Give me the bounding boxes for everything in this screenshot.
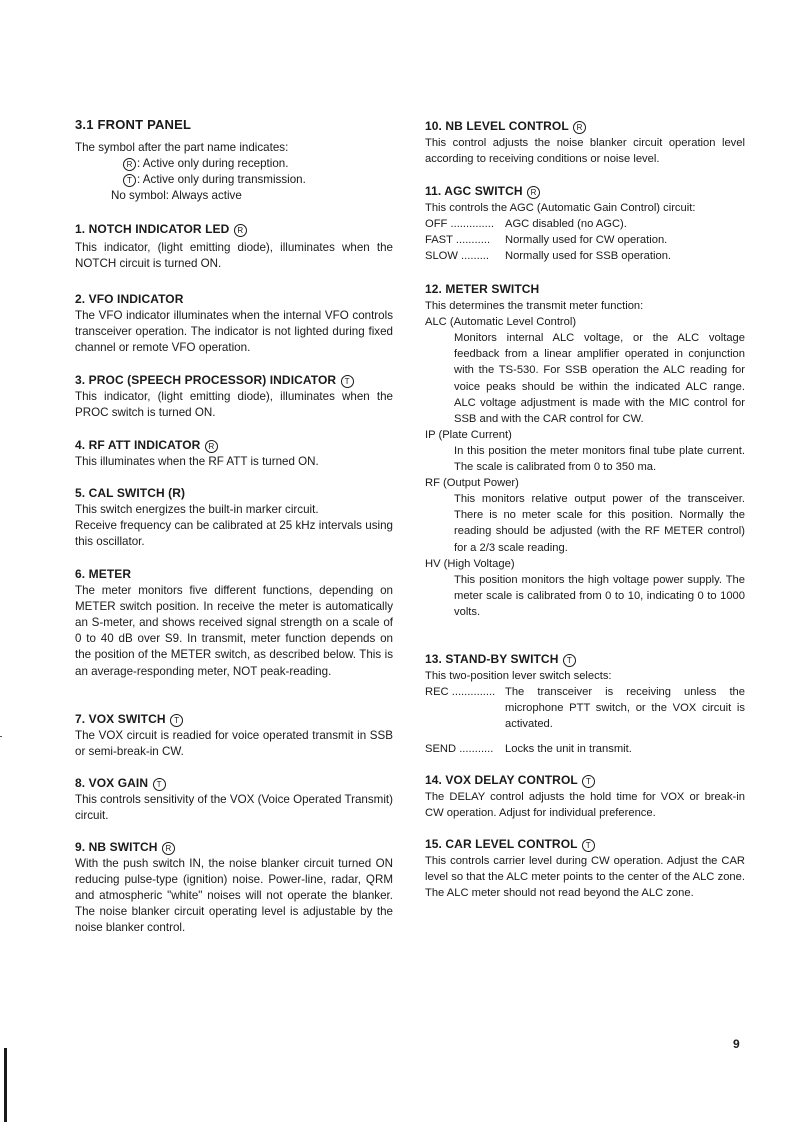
- reception-icon: R: [162, 842, 175, 855]
- item-title-text: 14. VOX DELAY CONTROL: [425, 773, 578, 787]
- rec-desc: The transceiver is receiving unless the microphone PTT switch, or the VOX circuit is activated.: [505, 686, 745, 731]
- item-title: [75, 437, 393, 453]
- agc-row-fast: [425, 232, 745, 248]
- reception-icon: R: [527, 186, 540, 199]
- transmission-icon: T: [341, 375, 354, 388]
- legend-transmission-text: : Active only during transmission.: [137, 173, 306, 187]
- section-header: [75, 117, 393, 133]
- agc-desc: AGC disabled (no AGC).: [505, 218, 627, 231]
- send-term: SEND ...........: [425, 743, 494, 756]
- item-vox-delay-control: [425, 772, 745, 821]
- item-body: The DELAY control adjusts the hold time for VOX or break-in CW operation. Adjust for individual preference.: [425, 791, 745, 820]
- rf-desc: This monitors relative output power of the transceiver. There is no meter scale for this position. Normally the reading should be adjusted (with the RF METER control) for a 2/3 scale reading.: [454, 493, 745, 554]
- item-title: [425, 651, 745, 667]
- item-rf-att-indicator: [75, 437, 393, 470]
- item-body: This two-position lever switch selects:: [425, 670, 612, 683]
- item-title: [425, 772, 745, 788]
- item-title-text: 7. VOX SWITCH: [75, 712, 166, 726]
- item-agc-switch: [425, 183, 745, 264]
- scan-edge-mark: [4, 1048, 7, 1122]
- item-meter-switch: [425, 281, 745, 620]
- hv-term: HV (High Voltage): [425, 557, 515, 570]
- transmission-icon: T: [582, 839, 595, 852]
- standby-row-rec: [425, 684, 745, 732]
- item-body: This illuminates when the RF ATT is turned ON.: [75, 455, 319, 469]
- rf-term: RF (Output Power): [425, 477, 519, 490]
- alc-term: ALC (Automatic Level Control): [425, 316, 577, 329]
- item-notch-indicator: [75, 221, 393, 272]
- item-title: [75, 372, 393, 388]
- item-body-2: Receive frequency can be calibrated at 25 kHz intervals using this oscillator.: [75, 519, 393, 549]
- item-body: This determines the transmit meter function:: [425, 300, 644, 313]
- item-nb-level-control: [425, 118, 745, 167]
- item-title: 2. VFO INDICATOR: [75, 292, 184, 306]
- item-car-level-control: [425, 836, 745, 901]
- agc-row-off: [425, 216, 745, 232]
- item-body: This indicator, (light emitting diode), illuminates when the PROC switch is turned ON.: [75, 390, 393, 420]
- agc-term: SLOW .........: [425, 250, 490, 263]
- item-title-text: 1. NOTCH INDICATOR LED: [75, 222, 230, 236]
- legend-reception: [75, 156, 393, 172]
- reception-icon: R: [205, 440, 218, 453]
- item-body: This controls sensitivity of the VOX (Voice Operated Transmit) circuit.: [75, 793, 393, 823]
- standby-row-send: [425, 741, 745, 757]
- hv-desc: This position monitors the high voltage power supply. The meter scale is calibrated from 0 to 10, indicating 0 to 1000 volts.: [454, 573, 745, 618]
- item-cal-switch: [75, 485, 393, 550]
- item-vox-gain: [75, 775, 393, 824]
- item-title: [425, 183, 745, 199]
- transmission-icon: T: [153, 778, 166, 791]
- item-body: With the push switch IN, the noise blanker circuit turned ON reducing pulse-type (ignition) noise. Power-line, radar, QRM and atmospheric "white" noises will not operate the blanker. The noise blanker circuit operating level is adjustable by the noise blanker control.: [75, 857, 393, 935]
- section-title: 3.1 FRONT PANEL: [75, 117, 192, 132]
- agc-row-slow: [425, 248, 745, 264]
- item-title-text: 3. PROC (SPEECH PROCESSOR) INDICATOR: [75, 373, 337, 387]
- item-vox-switch: [75, 711, 393, 760]
- transmission-icon: T: [563, 654, 576, 667]
- reception-icon: R: [573, 121, 586, 134]
- send-desc: Locks the unit in transmit.: [505, 743, 632, 756]
- item-title: [75, 221, 393, 237]
- item-meter: [75, 566, 393, 680]
- item-title-text: 4. RF ATT INDICATOR: [75, 438, 201, 452]
- reception-icon: R: [234, 224, 247, 237]
- reception-icon: R: [123, 158, 136, 171]
- item-title: [425, 836, 745, 852]
- item-stand-by-switch: [425, 651, 745, 758]
- item-body: This indicator, (light emitting diode), illuminates when the NOTCH circuit is turned ON.: [75, 241, 393, 271]
- ip-term: IP (Plate Current): [425, 428, 512, 441]
- item-title: 5. CAL SWITCH (R): [75, 486, 186, 500]
- item-vfo-indicator: [75, 291, 393, 356]
- item-title-text: 11. AGC SWITCH: [425, 184, 523, 198]
- symbol-legend: [75, 140, 393, 204]
- page-number: 9: [733, 1037, 740, 1051]
- item-title-text: 9. NB SWITCH: [75, 840, 158, 854]
- item-title-text: 15. CAR LEVEL CONTROL: [425, 837, 578, 851]
- ip-desc: In this position the meter monitors final tube plate current. The scale is calibrated from 0 to 350 ma.: [454, 444, 745, 474]
- item-title-text: 13. STAND-BY SWITCH: [425, 652, 559, 666]
- item-body: This controls carrier level during CW operation. Adjust the CAR level so that the ALC meter points to the center of the ALC zone. The ALC meter should not read beyond the ALC zone.: [425, 855, 745, 900]
- scan-tick-mark: [0, 736, 2, 737]
- item-title: [75, 711, 393, 727]
- rec-term: REC ..............: [425, 686, 496, 699]
- alc-desc: Monitors internal ALC voltage, or the ALC voltage feedback from a linear amplifier operated in conjunction with the TS-530. For SSB operation the ALC reading for voice peaks should be within the indicated ALC range. ALC voltage adjustment is made with the MIC control for SSB and with the CAR control for CW.: [454, 332, 745, 425]
- item-proc-indicator: [75, 372, 393, 421]
- agc-desc: Normally used for CW operation.: [505, 234, 668, 247]
- item-title-text: 10. NB LEVEL CONTROL: [425, 119, 569, 133]
- item-body: The meter monitors five different functions, depending on METER switch position. In receive the meter is automatically an S-meter, and shows received signal strength on a scale of 0 to 40 dB over S9. In transmit, meter function depends on the position of the METER switch, as described below. This is an average-responding meter, NOT peak-reading.: [75, 584, 393, 678]
- transmission-icon: T: [123, 174, 136, 187]
- item-body: This switch energizes the built-in marker circuit.: [75, 503, 319, 517]
- item-title-text: 8. VOX GAIN: [75, 776, 149, 790]
- item-body: The VOX circuit is readied for voice operated transmit in SSB or semi-break-in CW.: [75, 729, 393, 759]
- legend-reception-text: : Active only during reception.: [137, 157, 289, 171]
- agc-desc: Normally used for SSB operation.: [505, 250, 672, 263]
- item-body: This controls the AGC (Automatic Gain Control) circuit:: [425, 202, 696, 215]
- transmission-icon: T: [170, 714, 183, 727]
- item-title: [75, 775, 393, 791]
- legend-transmission: [75, 172, 393, 188]
- item-title: 12. METER SWITCH: [425, 282, 540, 296]
- item-body: This control adjusts the noise blanker circuit operation level according to receiving conditions or noise level.: [425, 137, 745, 166]
- transmission-icon: T: [582, 775, 595, 788]
- item-title: [425, 118, 745, 134]
- item-nb-switch: [75, 839, 393, 937]
- agc-term: OFF ..............: [425, 218, 494, 231]
- legend-intro: The symbol after the part name indicates:: [75, 141, 289, 154]
- agc-term: FAST ...........: [425, 234, 491, 247]
- item-title: 6. METER: [75, 567, 132, 581]
- item-title: [75, 839, 393, 855]
- legend-always: No symbol: Always active: [111, 189, 242, 203]
- item-body: The VFO indicator illuminates when the internal VFO controls transceiver operation. The indicator is not lighted during fixed channel or remote VFO operation.: [75, 309, 393, 355]
